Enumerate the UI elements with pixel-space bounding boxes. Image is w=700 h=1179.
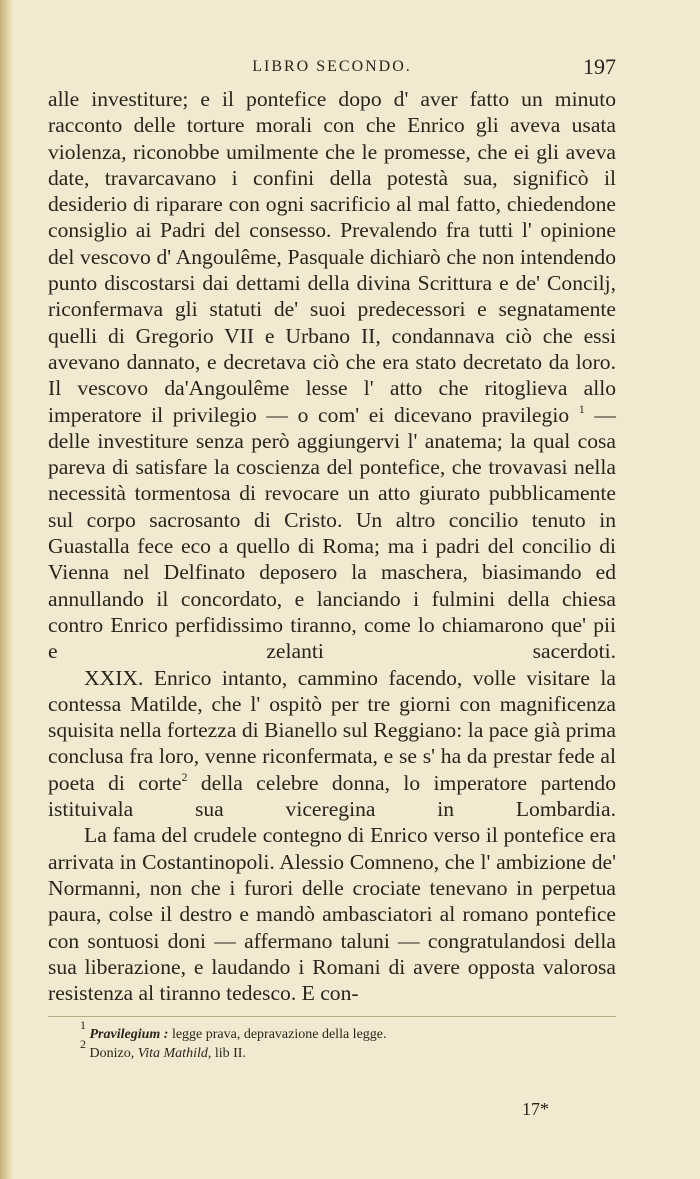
page-gutter-shadow xyxy=(0,0,14,1179)
footnote-reference: 2 xyxy=(181,769,188,784)
footnote-text: legge prava, depravazione della legge. xyxy=(171,1027,387,1043)
page-number: 197 xyxy=(583,54,616,79)
running-head xyxy=(48,52,616,86)
footnote-divider xyxy=(48,1016,616,1017)
footnote-term: Pravilegium : xyxy=(89,1027,169,1043)
footnote xyxy=(80,1018,616,1044)
body-text xyxy=(48,86,616,1006)
paragraph xyxy=(48,86,616,665)
book-page xyxy=(48,52,616,1063)
paragraph-text: — delle investiture senza però aggiungervi l' anatema; la qual cosa pareva di satisfare la coscienza del pontefice, che trovavasi nella necessità tormentosa di revocare un atto giurato pubblicamente sul corpo sacrosanto di Cristo. Un altro concilio tenuto in Guastalla fece eco a quello di Roma; ma i padri del concilio di Vienna nel Delfinato deposero la maschera, biasimando ed annullando il concordato, e lanciando i fulmini della chiesa contro Enrico perfidissimo tiranno, come lo chiamarono que' pii e zelanti sacerdoti. xyxy=(48,402,616,664)
running-title: LIBRO SECONDO. xyxy=(252,58,412,75)
paragraph-text: XXIX. Enrico intanto, cammino facendo, volle visitare la contessa Matilde, che l' ospitò per tre giorni con magnificenza squisita nella fortezza di Bianello sul Reggiano: la pace già prima conclusa fra loro, venne riconfermata, e se s' ha da prestar fede al poeta di corte xyxy=(48,665,616,795)
paragraph xyxy=(48,822,616,1006)
paragraph-text: della celebre donna, lo imperatore partendo istituivala sua viceregina in Lombardia. xyxy=(48,770,616,822)
footnote-reference: 1 xyxy=(578,401,585,416)
footnote-mark: 1 xyxy=(80,1018,86,1033)
paragraph-text: alle investiture; e il pontefice dopo d' aver fatto un minuto racconto delle torture morali con che Enrico gli aveva usata violenza, riconobbe umilmente che le promesse, che ei gli aveva date, travarcavano i confini della potestà sua, significò il desiderio di riparare con ogni sacrificio al mal fatto, chiedendone consiglio ai Padri del consesso. Prevalendo fra tutti l' opinione del vescovo d' Angoulême, Pasquale dichiarò che non intendendo punto discostarsi dai dettami della divina Scrittura e de' Concilj, riconfermava gli statuti de' suoi predecessori e segnatamente quelli di Gregorio VII e Urbano II, condannava ciò che essi avevano dannato, e decretava ciò che era stato decretato da loro. Il vescovo da'Angoulême lesse l' atto che ritoglieva allo imperatore il privilegio — o com' ei dicevano pravilegio xyxy=(48,87,616,427)
footnote-work-title: Vita Mathild xyxy=(137,1046,208,1062)
paragraph-text: La fama del crudele contegno di Enrico verso il pontefice era arrivata in Costantinopoli. Alessio Comneno, che l' ambizione de' Normanni, non che i furori delle crociate tenevano in perpetua paura, colse il destro e mandò ambasciatori al romano pontefice con sontuosi doni — affermano taluni — congratulandosi della sua liberazione, e laudando i Romani di avere opposta valorosa resistenza al tiranno tedesco. E con- xyxy=(48,823,616,1006)
footnote-text: , lib II. xyxy=(207,1046,246,1062)
paragraph xyxy=(48,665,616,823)
footnote-author: Donizo, xyxy=(89,1046,135,1062)
footnotes xyxy=(48,1018,616,1063)
footnote-mark: 2 xyxy=(80,1037,86,1052)
signature-mark: 17* xyxy=(522,1099,549,1119)
footnote xyxy=(80,1037,616,1063)
